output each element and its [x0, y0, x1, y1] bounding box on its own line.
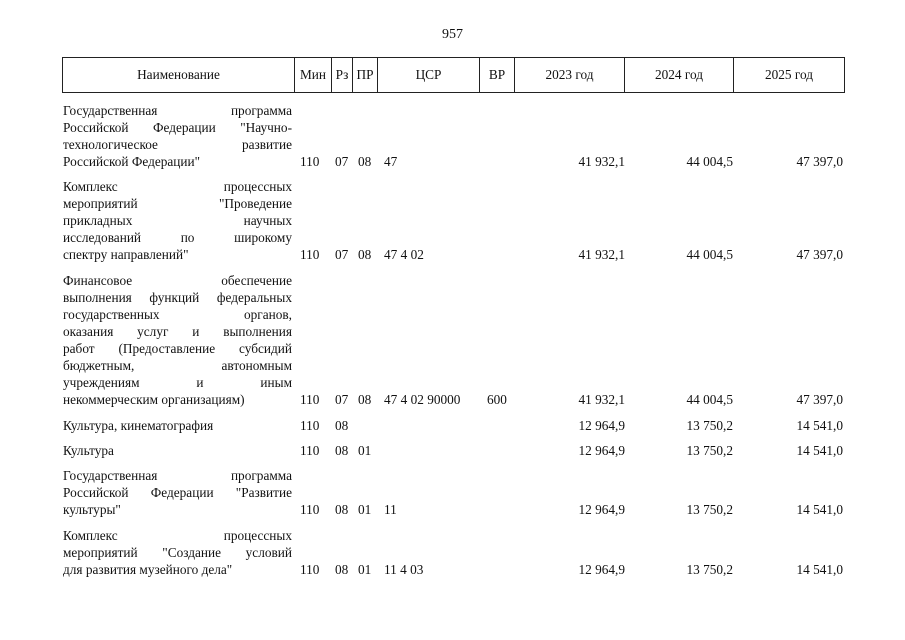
row-name-line: Российской Федерации": [63, 154, 201, 169]
cell-rz: 08: [335, 418, 349, 433]
cell-2025: 14 541,0: [796, 418, 843, 433]
row-name-line: для развития музейного дела": [63, 562, 233, 577]
cell-2024: 13 750,2: [686, 502, 733, 517]
row-name-line: Комплекс процессных: [63, 528, 292, 543]
cell-2025: 47 397,0: [796, 154, 843, 169]
cell-pr: 08: [358, 247, 372, 262]
row-name: [63, 467, 292, 518]
table-row: [0, 442, 905, 459]
cell-csr: 47 4 02 90000: [384, 392, 461, 407]
row-name-line: исследований по широкому: [63, 230, 292, 245]
table-row: [0, 178, 905, 263]
row-name-line: государственных органов,: [63, 307, 292, 322]
cell-rz: 08: [335, 443, 349, 458]
row-name-line: оказания услуг и выполнения: [63, 324, 292, 339]
header-min: Мин: [295, 58, 332, 93]
row-name: [63, 102, 292, 170]
cell-pr: 08: [358, 392, 372, 407]
row-name: [63, 272, 292, 408]
cell-csr: 11 4 03: [384, 562, 424, 577]
row-name: [63, 442, 292, 459]
row-name-line: культуры": [63, 502, 121, 517]
cell-2024: 44 004,5: [686, 154, 733, 169]
cell-min: 110: [300, 502, 320, 517]
table-row: [0, 527, 905, 578]
page-number: 957: [442, 27, 463, 42]
cell-2023: 12 964,9: [578, 418, 625, 433]
cell-2025: 47 397,0: [796, 247, 843, 262]
cell-2025: 47 397,0: [796, 392, 843, 407]
cell-min: 110: [300, 247, 320, 262]
cell-min: 110: [300, 562, 320, 577]
header-rz: Рз: [332, 58, 353, 93]
row-name-line: учреждениям и иным: [63, 375, 292, 390]
header-vr: ВР: [480, 58, 515, 93]
cell-2023: 41 932,1: [578, 247, 625, 262]
cell-min: 110: [300, 443, 320, 458]
cell-rz: 07: [335, 154, 349, 169]
cell-2025: 14 541,0: [796, 502, 843, 517]
row-name-line: выполнения функций федеральных: [63, 290, 292, 305]
row-name-line: Финансовое обеспечение: [63, 273, 292, 288]
header-pr: ПР: [353, 58, 378, 93]
row-name-line: Российской Федерации "Развитие: [63, 485, 292, 500]
cell-2025: 14 541,0: [796, 562, 843, 577]
row-name-line: Российской Федерации "Научно-: [63, 120, 292, 135]
cell-2024: 13 750,2: [686, 562, 733, 577]
header-csr: ЦСР: [378, 58, 480, 93]
cell-rz: 07: [335, 392, 349, 407]
cell-2024: 44 004,5: [686, 392, 733, 407]
row-name-line: Государственная программа: [63, 468, 292, 483]
row-name: [63, 178, 292, 263]
cell-rz: 08: [335, 562, 349, 577]
cell-2023: 12 964,9: [578, 502, 625, 517]
header-name: Наименование: [63, 58, 295, 93]
header-2023: 2023 год: [515, 58, 625, 93]
cell-rz: 08: [335, 502, 349, 517]
cell-2023: 41 932,1: [578, 154, 625, 169]
row-name-line: прикладных научных: [63, 213, 292, 228]
cell-2023: 41 932,1: [578, 392, 625, 407]
cell-pr: 01: [358, 443, 372, 458]
cell-2024: 44 004,5: [686, 247, 733, 262]
row-name-line: спектру направлений": [63, 247, 189, 262]
table-header: [62, 57, 845, 93]
cell-csr: 11: [384, 502, 397, 517]
cell-pr: 08: [358, 154, 372, 169]
cell-min: 110: [300, 392, 320, 407]
cell-2024: 13 750,2: [686, 418, 733, 433]
cell-2023: 12 964,9: [578, 443, 625, 458]
table-row: [0, 467, 905, 518]
table-row: [0, 102, 905, 170]
row-name-line: работ (Предоставление субсидий: [63, 341, 292, 356]
row-name-line: бюджетным, автономным: [63, 358, 292, 373]
row-name-line: технологическое развитие: [63, 137, 292, 152]
cell-2025: 14 541,0: [796, 443, 843, 458]
cell-rz: 07: [335, 247, 349, 262]
cell-csr: 47: [384, 154, 398, 169]
table-row: [0, 272, 905, 408]
row-name-line: некоммерческим организациям): [63, 392, 245, 407]
cell-min: 110: [300, 154, 320, 169]
row-name-line: Культура: [63, 443, 114, 458]
row-name-line: мероприятий "Проведение: [63, 196, 292, 211]
row-name: [63, 417, 292, 434]
row-name-line: Культура, кинематография: [63, 418, 214, 433]
cell-pr: 01: [358, 502, 372, 517]
row-name-line: мероприятий "Создание условий: [63, 545, 292, 560]
row-name: [63, 527, 292, 578]
table-row: [0, 417, 905, 434]
cell-pr: 01: [358, 562, 372, 577]
row-name-line: Комплекс процессных: [63, 179, 292, 194]
cell-min: 110: [300, 418, 320, 433]
header-2025: 2025 год: [734, 58, 845, 93]
cell-2023: 12 964,9: [578, 562, 625, 577]
cell-2024: 13 750,2: [686, 443, 733, 458]
cell-vr: 600: [487, 392, 507, 407]
row-name-line: Государственная программа: [63, 103, 292, 118]
header-2024: 2024 год: [625, 58, 734, 93]
cell-csr: 47 4 02: [384, 247, 424, 262]
